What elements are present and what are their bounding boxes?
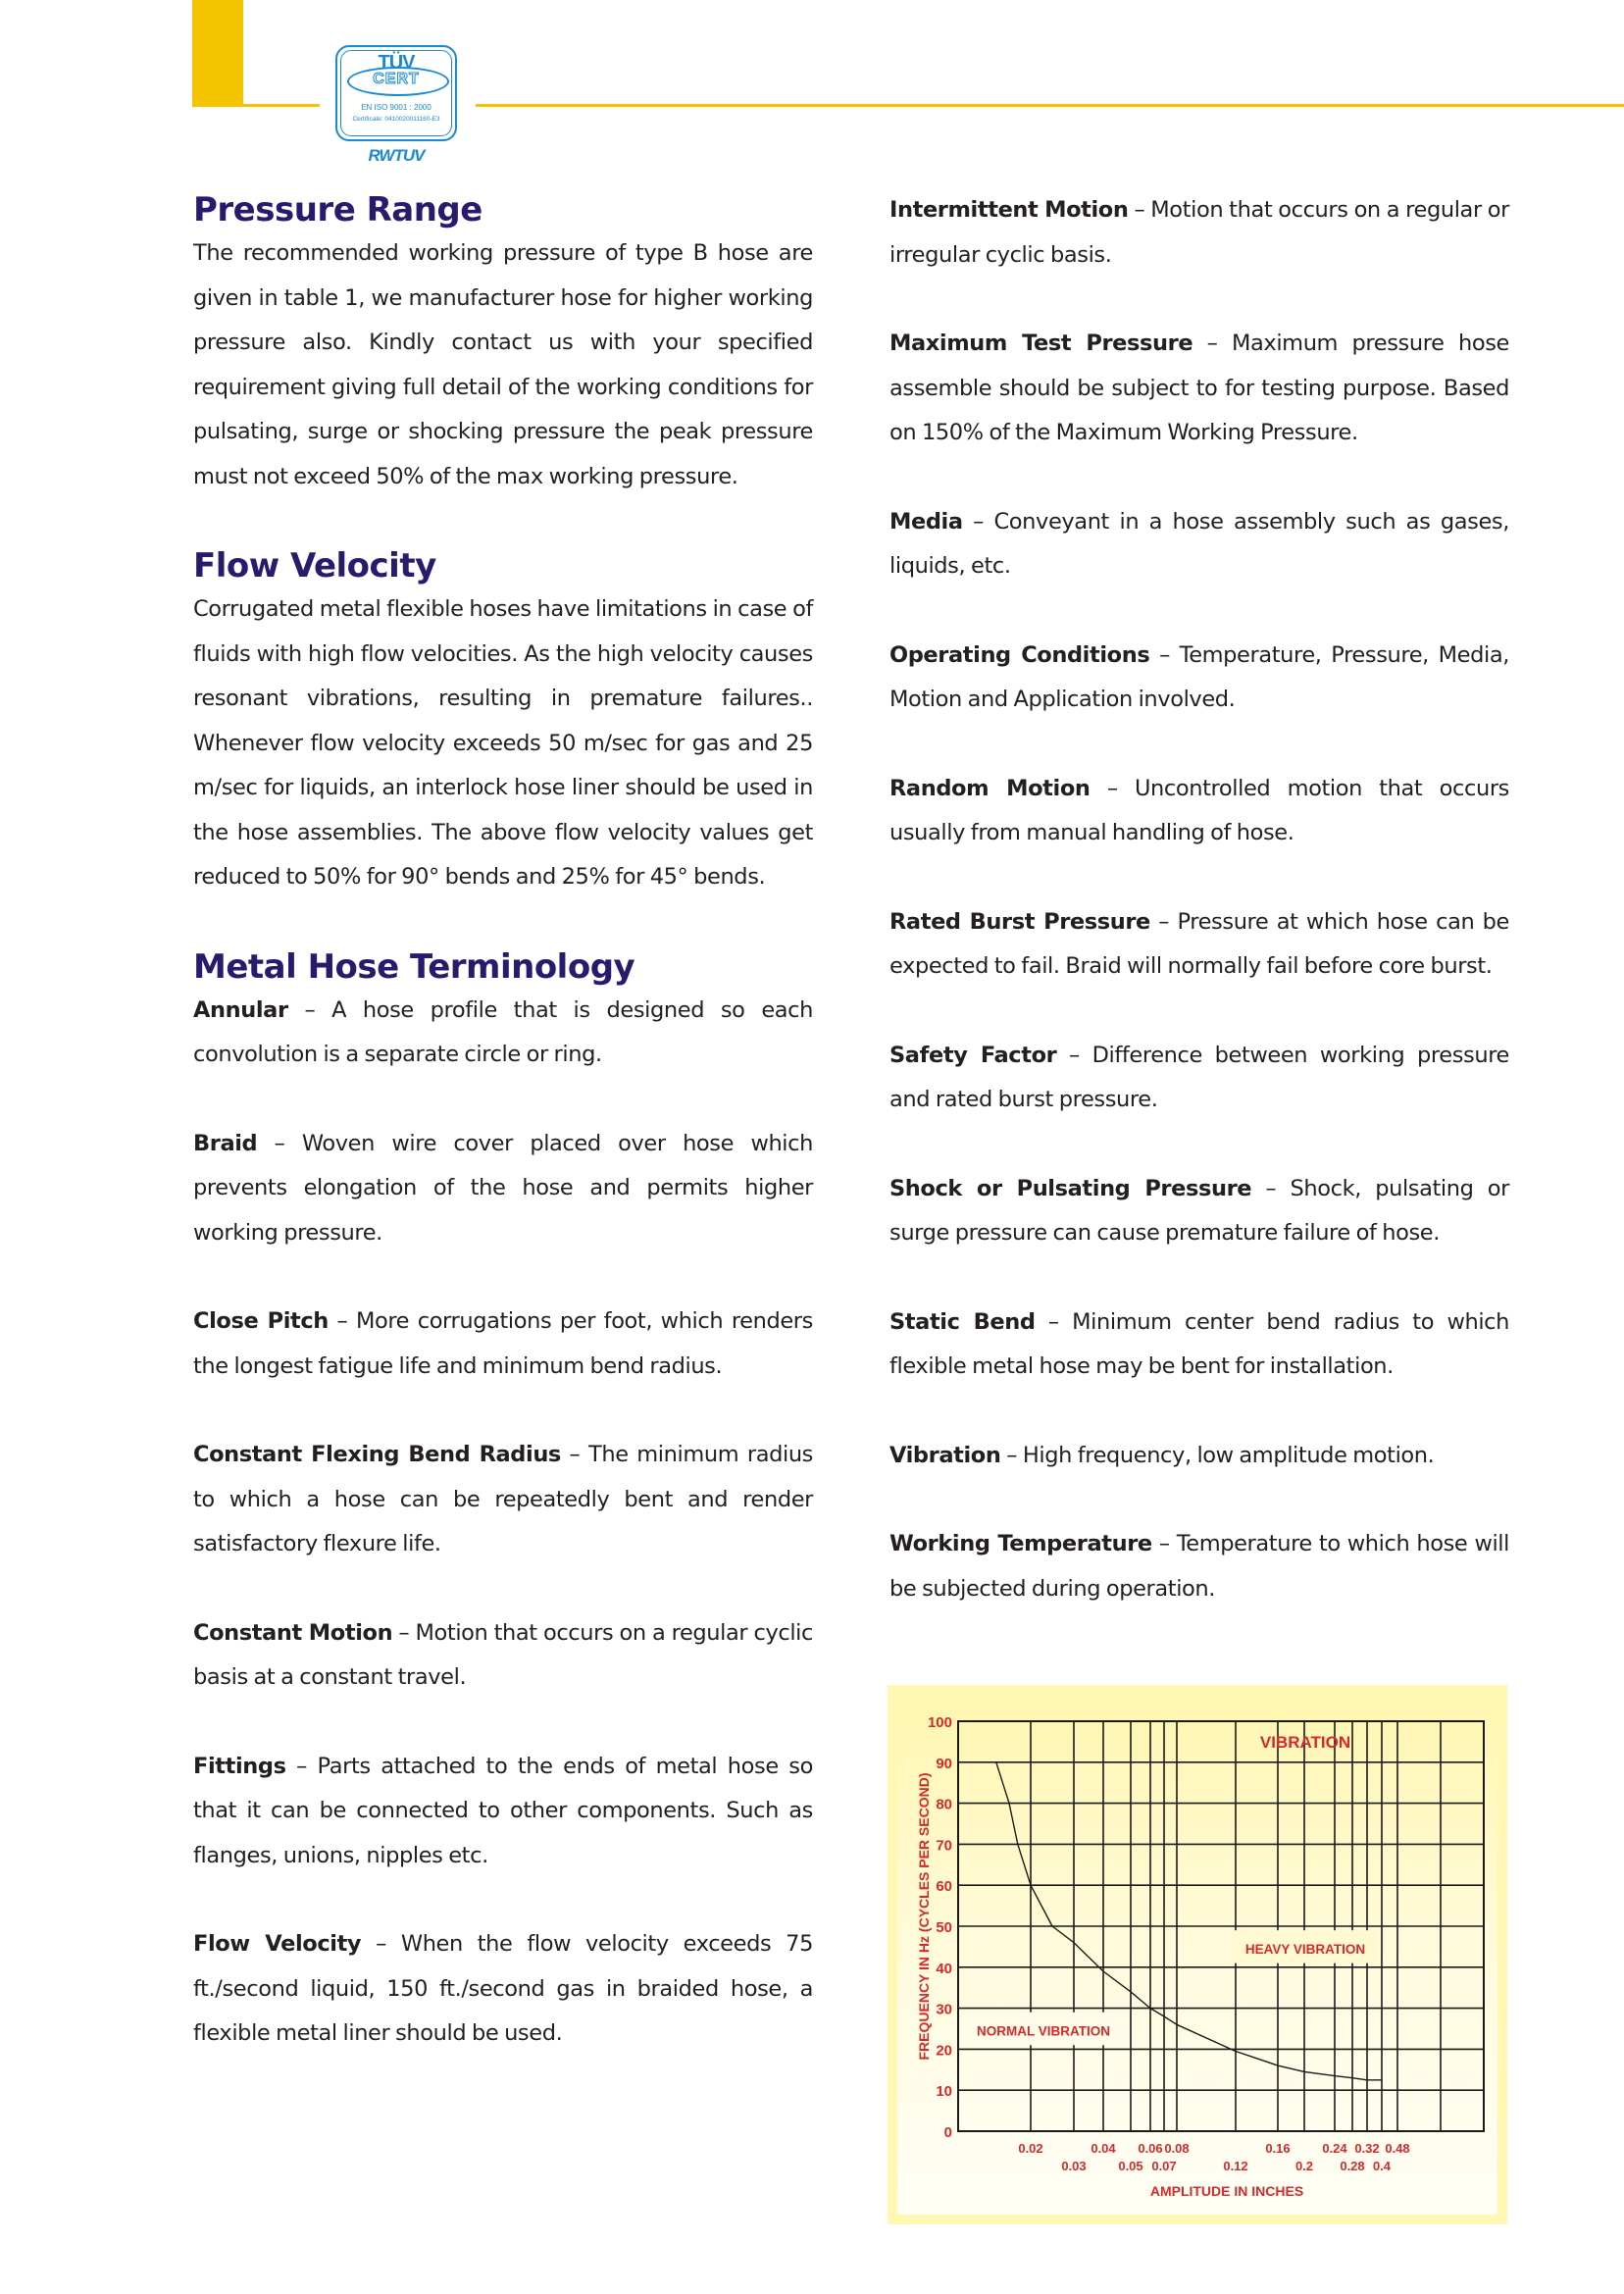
- term-entry: [889, 1300, 1509, 1390]
- term-name: Safety Factor: [889, 1042, 1057, 1068]
- x-tick-label: 0.2: [1294, 2159, 1314, 2173]
- logo-cert-text: CERT: [373, 71, 420, 87]
- x-tick-label: 0.12: [1223, 2159, 1248, 2173]
- term-definition: – Pressure at which hose can be expected to fail. Braid will normally fail before core burst.: [889, 908, 1509, 979]
- term-definition: – Shock, pulsating or surge pressure can cause premature failure of hose.: [889, 1175, 1509, 1246]
- x-tick-label: 0.16: [1265, 2141, 1291, 2156]
- term-name: Shock or Pulsating Pressure: [889, 1175, 1252, 1201]
- term-name: Random Motion: [889, 775, 1091, 801]
- pressure-range-paragraph: The recommended working pressure of type B hose are given in table 1, we manufacturer hose for higher working pressure also. Kindly contact us with your specified requirement giving full detail of the working conditions for pulsating, surge or shocking pressure the peak pressure must not exceed 50% of the max working pressure.: [193, 240, 813, 489]
- x-tick-label: 0.02: [1018, 2141, 1043, 2156]
- x-tick-label: 0.04: [1091, 2141, 1116, 2156]
- header-rule-left: [192, 104, 320, 107]
- term-definition: – More corrugations per foot, which renders the longest fatigue life and minimum bend radius.: [193, 1308, 813, 1379]
- term-definition: – Minimum center bend radius to which flexible metal hose may be bent for installation.: [889, 1308, 1509, 1379]
- term-name: Constant Flexing Bend Radius: [193, 1442, 561, 1467]
- y-tick-label: 0: [943, 2124, 952, 2141]
- header-rule-right: [476, 104, 1624, 107]
- logo-tuv-text: TÜV: [378, 52, 415, 74]
- term-name: Fittings: [193, 1753, 286, 1779]
- term-entry: [193, 1300, 813, 1389]
- term-definition: – Uncontrolled motion that occurs usually from manual handling of hose.: [889, 775, 1509, 845]
- x-tick-label: 0.32: [1354, 2141, 1380, 2156]
- term-name: Intermittent Motion: [889, 197, 1129, 223]
- x-tick-label: 0.03: [1061, 2159, 1087, 2173]
- y-tick-label: 30: [936, 2001, 952, 2018]
- term-entry: [193, 1745, 813, 1879]
- term-entry: [889, 188, 1509, 278]
- term-entry: [193, 1122, 813, 1256]
- term-name: Annular: [193, 996, 288, 1023]
- term-entry: [889, 1034, 1509, 1123]
- term-definition: – Temperature, Pressure, Media, Motion and Application involved.: [889, 641, 1509, 712]
- term-name: Vibration: [889, 1442, 1001, 1468]
- tuv-cert-logo: [335, 45, 461, 169]
- section-heading-pressure-range: Pressure Range: [193, 190, 482, 229]
- logo-frame: [335, 45, 457, 141]
- term-name: Constant Motion: [193, 1619, 393, 1646]
- x-tick-label: 0.06: [1138, 2141, 1163, 2156]
- x-tick-label: 0.48: [1385, 2141, 1410, 2156]
- x-axis-label: AMPLITUDE IN INCHES: [1149, 2183, 1304, 2199]
- term-definition: – Parts attached to the ends of metal hose so that it can be connected to other components. Such as flanges, unions, nipples etc.: [193, 1753, 813, 1868]
- y-tick-label: 10: [936, 2083, 952, 2101]
- logo-brand: RWTUV: [368, 146, 425, 165]
- y-tick-label: 100: [927, 1714, 952, 1731]
- header-accent-bar: [192, 0, 243, 106]
- term-entry: [193, 989, 813, 1078]
- term-definition: – Motion that occurs on a regular or irregular cyclic basis.: [889, 197, 1509, 268]
- section-heading-flow-velocity: Flow Velocity: [193, 546, 436, 586]
- region-label-normal-vibration: NORMAL VIBRATION: [977, 2023, 1110, 2039]
- term-definition: – Woven wire cover placed over hose which prevents elongation of the hose and permits higher working pressure.: [193, 1130, 813, 1246]
- y-tick-label: 90: [936, 1755, 952, 1772]
- term-entry: [193, 1611, 813, 1701]
- terminology-list-left: [193, 989, 813, 2057]
- y-tick-label: 70: [936, 1837, 952, 1855]
- term-entry: [889, 767, 1509, 856]
- term-name: Flow Velocity: [193, 1931, 362, 1957]
- term-name: Operating Conditions: [889, 641, 1150, 668]
- section-heading-terminology: Metal Hose Terminology: [193, 946, 635, 987]
- term-entry: [889, 322, 1509, 456]
- term-entry: [889, 1434, 1509, 1479]
- term-name: Rated Burst Pressure: [889, 908, 1150, 935]
- term-definition: – When the flow velocity exceeds 75 ft./second liquid, 150 ft./second gas in braided hose, a flexible metal liner should be used.: [193, 1931, 813, 2046]
- term-name: Working Temperature: [889, 1531, 1152, 1556]
- term-name: Close Pitch: [193, 1308, 329, 1334]
- vibration-chart: [888, 1685, 1507, 2224]
- x-tick-label: 0.4: [1372, 2159, 1392, 2173]
- y-tick-label: 80: [936, 1796, 952, 1813]
- term-definition: – A hose profile that is designed so each convolution is a separate circle or ring.: [193, 996, 813, 1067]
- terminology-list-right: [889, 188, 1509, 1611]
- term-definition: – Difference between working pressure and rated burst pressure.: [889, 1042, 1510, 1112]
- y-tick-label: 40: [936, 1960, 952, 1977]
- term-name: Braid: [193, 1130, 258, 1156]
- logo-iso-standard: EN ISO 9001 : 2000: [361, 103, 431, 112]
- term-entry: [193, 1922, 813, 2057]
- term-definition: – The minimum radius to which a hose can be repeatedly bent and render satisfactory flexure life.: [193, 1442, 814, 1556]
- flow-velocity-paragraph: Corrugated metal flexible hoses have limitations in case of fluids with high flow velocities. As the high velocity causes resonant vibrations, resulting in premature failures.. Whenever flow velocity exceeds 50 m/sec for gas and 25 m/sec for liquids, an interlock hose liner should be used in the hose assemblies. The above flow velocity values get reduced to 50% for 90° bends and 25% for 45° bends.: [193, 596, 813, 890]
- term-entry: [889, 1167, 1509, 1256]
- term-entry: [193, 1433, 813, 1567]
- term-entry: [889, 900, 1509, 990]
- region-label-vibration: VIBRATION: [1259, 1733, 1351, 1753]
- left-column: [193, 188, 813, 2057]
- x-tick-label: 0.05: [1118, 2159, 1143, 2173]
- y-tick-label: 60: [936, 1878, 952, 1896]
- term-entry: [889, 634, 1509, 723]
- term-name: Maximum Test Pressure: [889, 331, 1193, 356]
- x-tick-label: 0.24: [1322, 2141, 1347, 2156]
- x-tick-label: 0.28: [1340, 2159, 1365, 2173]
- x-tick-label: 0.08: [1164, 2141, 1190, 2156]
- term-name: Static Bend: [889, 1308, 1036, 1335]
- y-tick-label: 20: [936, 2042, 952, 2060]
- region-label-heavy-vibration: HEAVY VIBRATION: [1244, 1942, 1366, 1958]
- term-definition: – Maximum pressure hose assemble should be subject to for testing purpose. Based on 150% of the Maximum Working Pressure.: [889, 331, 1509, 445]
- term-entry: [889, 500, 1509, 589]
- y-axis-label: FREQUENCY IN Hz (CYCLES PER SECOND): [916, 1772, 932, 2061]
- right-column: [889, 188, 1509, 1611]
- logo-certificate-number: Certificate: 0410020011160-E3: [352, 116, 440, 123]
- y-tick-label: 50: [936, 1919, 952, 1936]
- term-definition: – Motion that occurs on a regular cyclic basis at a constant travel.: [193, 1619, 814, 1690]
- term-definition: – High frequency, low amplitude motion.: [1000, 1442, 1435, 1468]
- term-definition: – Conveyant in a hose assembly such as gases, liquids, etc.: [889, 508, 1509, 579]
- term-name: Media: [889, 508, 963, 535]
- term-entry: [889, 1522, 1509, 1611]
- x-tick-label: 0.07: [1151, 2159, 1177, 2173]
- term-definition: – Temperature to which hose will be subjected during operation.: [889, 1531, 1509, 1602]
